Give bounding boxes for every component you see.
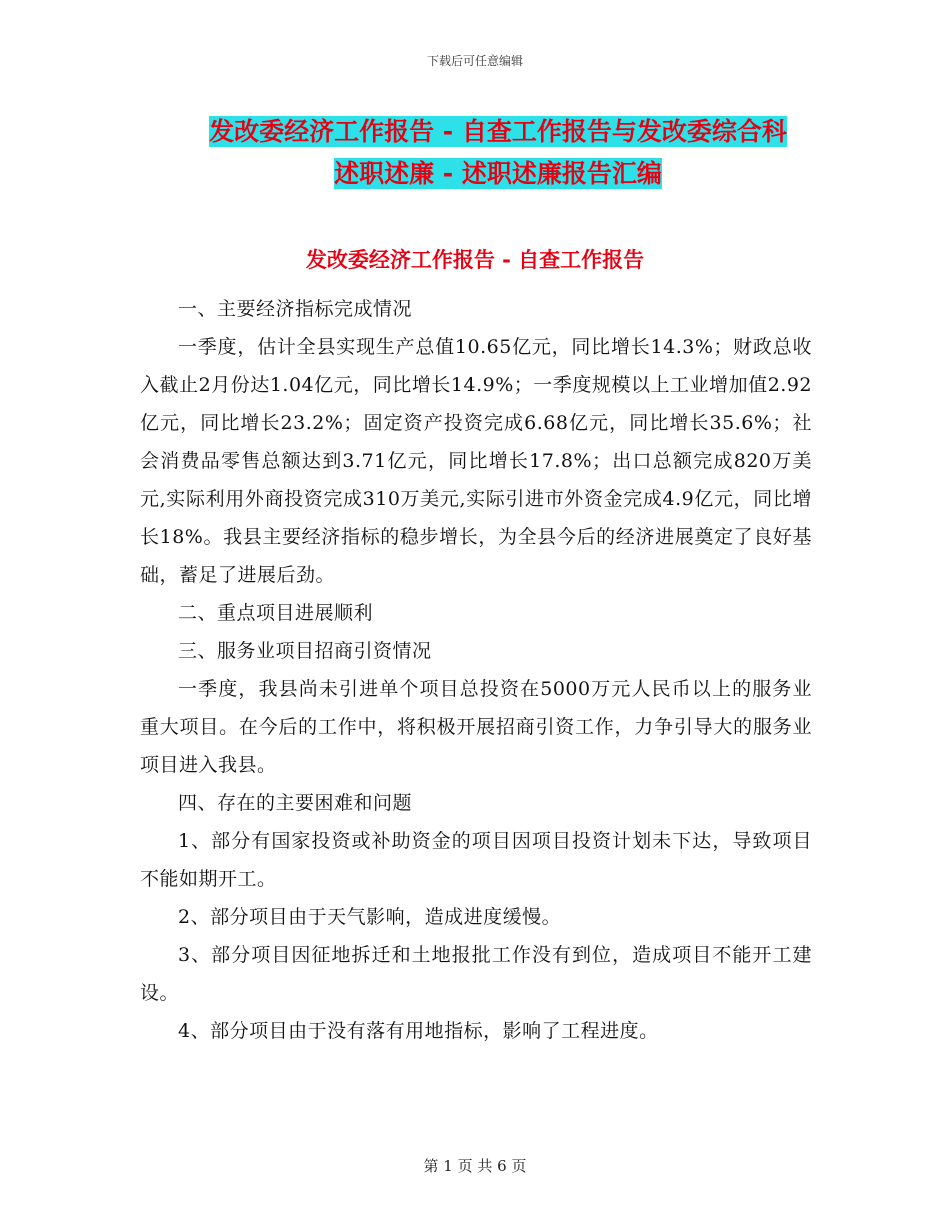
paragraph-q1-indicators: 一季度，估计全县实现生产总值10.65亿元，同比增长14.3%；财政总收入截止2月份达1.04亿元，同比增长14.9%；一季度规模以上工业增加值2.92亿元，同比增长23.2%；固定资产投资完成6.68亿元，同比增长35.6%；社会消费品零售总额达到3.71亿元，同比增长17.8%；出口总额完成820万美元,实际利用外商投资完成310万美元,实际引进市外资金完成4.9亿元，同比增长18%。我县主要经济指标的稳步增长，为全县今后的经济进展奠定了良好基础，蓄足了进展后劲。 (140, 336, 812, 586)
document-title-line-2 (140, 152, 856, 196)
problem-item-3: 3、部分项目因征地拆迁和土地报批工作没有到位，造成项目不能开工建设。 (140, 944, 812, 1004)
heading-key-projects: 二、重点项目进展顺利 (178, 602, 374, 624)
heading-service-investment: 三、服务业项目招商引资情况 (178, 640, 432, 662)
page-number: 第 1 页 共 6 页 (423, 1157, 527, 1175)
section-title: 发改委经济工作报告 - 自查工作报告 (305, 248, 645, 272)
paragraph-service-investment: 一季度，我县尚未引进单个项目总投资在5000万元人民币以上的服务业重大项目。在今后的工作中，将积极开展招商引资工作，力争引导大的服务业项目进入我县。 (140, 678, 812, 776)
problem-item-1: 1、部分有国家投资或补助资金的项目因项目投资计划未下达，导致项目不能如期开工。 (140, 830, 812, 890)
heading-problems: 四、存在的主要困难和问题 (178, 792, 413, 814)
document-title-text-1: 发改委经济工作报告 - 自查工作报告与发改委综合科 (209, 117, 787, 146)
problem-item-4: 4、部分项目由于没有落有用地指标，影响了工程进度。 (178, 1020, 659, 1042)
document-title-line-1 (140, 110, 856, 154)
header-note: 下载后可任意编辑 (426, 54, 523, 68)
heading-economic-indicators: 一、主要经济指标完成情况 (178, 298, 413, 320)
problem-item-2: 2、部分项目由于天气影响，造成进度缓慢。 (178, 906, 562, 928)
document-body (140, 290, 812, 1050)
document-title-text-2: 述职述廉 - 述职述廉报告汇编 (334, 159, 662, 188)
